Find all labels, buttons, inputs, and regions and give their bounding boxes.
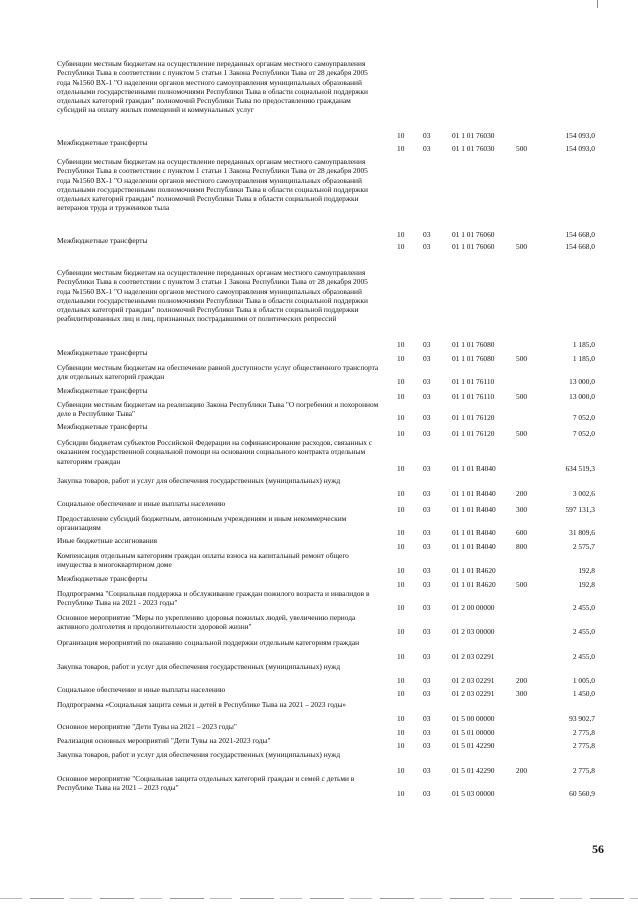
row-expense-type: 800 (516, 542, 528, 551)
row-expense-type: 500 (516, 429, 528, 438)
row-section: 10 (397, 505, 405, 514)
row-subsection: 03 (423, 340, 431, 349)
row-subsection: 03 (423, 603, 431, 612)
row-amount: 2 455,0 (572, 603, 595, 612)
row-target-code: 01 1 01 76120 (452, 429, 495, 438)
row-amount: 1 185,0 (572, 354, 595, 363)
row-subsection: 03 (423, 413, 431, 422)
row-name: Социальное обеспечение и иные выплаты населению (57, 499, 226, 508)
row-section: 10 (397, 542, 405, 551)
row-amount: 1 185,0 (572, 340, 595, 349)
row-name: Основное мероприятие "Дети Тувы на 2021 – 2023 годы" (57, 722, 237, 731)
row-name: Закупка товаров, работ и услуг для обеспечения государственных (муниципальных) нужд (57, 476, 341, 485)
row-subsection: 03 (423, 131, 431, 140)
row-amount: 597 131,3 (565, 505, 595, 514)
row-expense-type: 500 (516, 580, 528, 589)
row-amount: 154 668,0 (565, 242, 595, 251)
row-amount: 31 809,6 (569, 528, 595, 537)
row-name: Основное мероприятие "Меры по укреплению здоровья пожилых людей, увеличению периода активного долголетия и продолжительности здоровой жизни" (57, 613, 356, 632)
row-expense-type: 500 (516, 144, 528, 153)
row-target-code: 01 1 01 76060 (452, 230, 495, 239)
row-expense-type: 200 (516, 766, 528, 775)
row-target-code: 01 2 03 02291 (452, 676, 495, 685)
row-amount: 7 052,0 (572, 429, 595, 438)
row-subsection: 03 (423, 714, 431, 723)
row-name: Субвенции местным бюджетам на осуществление переданных органам местного самоуправления Республики Тыва в соответствии с пунктом 5 статьи 1 Закона Республики Тыва от 28 декабря 2005 года №1560 ВХ-1 "О наделении органов местного самоуправления муниципальных образований отдельными государственными полномочиями Республики Тыва в области социальной поддержки отдельных категорий граждан" полномочий Республики Тыва по предоставлению гражданам субсидий на оплату жилых помещений и коммунальных услуг (57, 59, 368, 115)
row-subsection: 03 (423, 464, 431, 473)
row-target-code: 01 1 01 76030 (452, 131, 495, 140)
row-name: Субвенции местным бюджетам на осуществление переданных органам местного самоуправления Республики Тыва в соответствии с пунктом 3 статьи 1 Закона Республики Тыва от 28 декабря 2005 года №1560 ВХ-1 "О наделении органов местного самоуправления муниципальных образований отдельными государственными полномочиями Республики Тыва в области социальной поддержки отдельных категорий граждан" полномочий Республики Тыва в области социальной поддержки реабилитированных лиц и лиц, признанных пострадавшими от политических репрессий (57, 268, 368, 324)
row-target-code: 01 5 01 42290 (452, 766, 495, 775)
row-expense-type: 600 (516, 528, 528, 537)
row-section: 10 (397, 728, 405, 737)
row-target-code: 01 5 00 00000 (452, 714, 495, 723)
row-target-code: 01 1 01 76060 (452, 242, 495, 251)
row-target-code: 01 1 01 R4040 (452, 528, 496, 537)
row-name: Социальное обеспечение и иные выплаты населению (57, 685, 226, 694)
row-name: Закупка товаров, работ и услуг для обеспечения государственных (муниципальных) нужд (57, 662, 341, 671)
row-amount: 2 775,8 (572, 741, 595, 750)
row-section: 10 (397, 714, 405, 723)
row-section: 10 (397, 603, 405, 612)
row-target-code: 01 5 03 00000 (452, 789, 495, 798)
row-section: 10 (397, 377, 405, 386)
row-target-code: 01 2 00 00000 (452, 603, 495, 612)
row-subsection: 03 (423, 528, 431, 537)
row-subsection: 03 (423, 766, 431, 775)
row-name: Субвенции местным бюджетам на осуществление переданных органам местного самоуправления Республики Тыва в соответствии с пунктом 1 статьи 1 Закона Республики Тыва от 28 декабря 2005 года №1560 ВХ-1 "О наделении органов местного самоуправления муниципальных образований отдельными государственными полномочиями Республики Тыва в области социальной поддержки отдельных категорий граждан" полномочий Республики Тыва в области социальной поддержки ветеранов труда и тружеников тыла (57, 157, 368, 213)
row-amount: 7 052,0 (572, 413, 595, 422)
row-target-code: 01 1 01 76110 (452, 392, 495, 401)
row-section: 10 (397, 464, 405, 473)
row-amount: 13 000,0 (569, 392, 595, 401)
row-target-code: 01 1 01 R4040 (452, 542, 496, 551)
row-section: 10 (397, 392, 405, 401)
row-target-code: 01 1 01 76120 (452, 413, 495, 422)
row-name: Межбюджетные трансферты (57, 386, 148, 395)
scan-artifact-bottom (0, 898, 638, 899)
row-subsection: 03 (423, 566, 431, 575)
row-subsection: 03 (423, 489, 431, 498)
row-amount: 154 093,0 (565, 144, 595, 153)
row-amount: 3 002,6 (572, 489, 595, 498)
row-target-code: 01 1 01 76030 (452, 144, 495, 153)
row-target-code: 01 1 01 R4040 (452, 464, 496, 473)
row-expense-type: 500 (516, 354, 528, 363)
row-section: 10 (397, 741, 405, 750)
row-subsection: 03 (423, 676, 431, 685)
row-subsection: 03 (423, 429, 431, 438)
row-expense-type: 300 (516, 689, 528, 698)
row-name: Предоставление субсидий бюджетным, автономным учреждениям и иным некоммерческим организациям (57, 514, 347, 533)
row-section: 10 (397, 580, 405, 589)
row-name: Компенсация отдельным категориям граждан оплаты взноса на капитальный ремонт общего имущества в многоквартирном доме (57, 551, 349, 570)
row-subsection: 03 (423, 580, 431, 589)
row-section: 10 (397, 789, 405, 798)
row-target-code: 01 1 01 R4620 (452, 566, 496, 575)
row-amount: 154 668,0 (565, 230, 595, 239)
row-section: 10 (397, 354, 405, 363)
row-amount: 192,8 (578, 566, 595, 575)
row-amount: 2 775,8 (572, 728, 595, 737)
row-name: Реализация основных мероприятий "Дети Тувы на 2021-2023 годы" (57, 736, 271, 745)
row-name: Закупка товаров, работ и услуг для обеспечения государственных (муниципальных) нужд (57, 750, 341, 759)
row-name: Субвенции местным бюджетам на обеспечение равной доступности услуг общественного транспорта для отдельных категорий граждан (57, 363, 379, 382)
row-expense-type: 200 (516, 676, 528, 685)
row-amount: 60 560,9 (569, 789, 595, 798)
row-target-code: 01 1 01 76080 (452, 354, 495, 363)
row-section: 10 (397, 652, 405, 661)
row-section: 10 (397, 429, 405, 438)
row-target-code: 01 1 01 76080 (452, 340, 495, 349)
row-subsection: 03 (423, 728, 431, 737)
row-section: 10 (397, 144, 405, 153)
row-amount: 1 005,0 (572, 676, 595, 685)
row-section: 10 (397, 689, 405, 698)
row-section: 10 (397, 242, 405, 251)
row-amount: 2 455,0 (572, 627, 595, 636)
row-subsection: 03 (423, 741, 431, 750)
row-section: 10 (397, 676, 405, 685)
row-amount: 154 093,0 (565, 131, 595, 140)
row-section: 10 (397, 230, 405, 239)
row-subsection: 03 (423, 542, 431, 551)
row-amount: 93 902,7 (569, 714, 595, 723)
row-name: Подпрограмма "Социальная поддержка и обслуживание граждан пожилого возраста и инвалидов в Республике Тыва на 2021 - 2023 годы" (57, 589, 370, 608)
row-name: Субвенции местным бюджетам на реализацию Закона Республики Тыва "О погребении и похоронном деле в Республике Тыва" (57, 400, 379, 419)
row-subsection: 03 (423, 230, 431, 239)
row-subsection: 03 (423, 627, 431, 636)
row-name: Подпрограмма «Социальная защита семьи и детей в Республике Тыва на 2021 – 2023 годы» (57, 700, 347, 709)
row-section: 10 (397, 340, 405, 349)
row-subsection: 03 (423, 377, 431, 386)
row-section: 10 (397, 566, 405, 575)
row-target-code: 01 5 01 00000 (452, 728, 495, 737)
row-amount: 2 455,0 (572, 652, 595, 661)
row-section: 10 (397, 627, 405, 636)
row-expense-type: 500 (516, 392, 528, 401)
row-amount: 2 775,8 (572, 766, 595, 775)
page-number: 56 (592, 842, 604, 856)
row-name: Иные бюджетные ассигнования (57, 536, 158, 545)
row-target-code: 01 1 01 R4040 (452, 505, 496, 514)
row-target-code: 01 1 01 R4040 (452, 489, 496, 498)
row-amount: 13 000,0 (569, 377, 595, 386)
scan-artifact (597, 0, 598, 8)
row-subsection: 03 (423, 144, 431, 153)
row-target-code: 01 5 01 42290 (452, 741, 495, 750)
row-section: 10 (397, 528, 405, 537)
row-target-code: 01 2 03 02291 (452, 689, 495, 698)
row-name: Межбюджетные трансферты (57, 138, 148, 147)
row-target-code: 01 2 03 00000 (452, 627, 495, 636)
row-name: Межбюджетные трансферты (57, 422, 148, 431)
row-name: Основное мероприятие "Социальная защита отдельных категорий граждан и семей с детьми в Республике Тыва на 2021 – 2023 годы" (57, 774, 355, 793)
row-amount: 634 519,3 (565, 464, 595, 473)
row-section: 10 (397, 131, 405, 140)
row-target-code: 01 2 03 02291 (452, 652, 495, 661)
row-subsection: 03 (423, 242, 431, 251)
row-amount: 2 575,7 (572, 542, 595, 551)
row-section: 10 (397, 489, 405, 498)
row-name: Субсидии бюджетам субъектов Российской Федерации на софинансирование расходов, связанных с оказанием государственной социальной помощи на основании социального контракта отдельным категориям граждан (57, 438, 373, 466)
row-name: Межбюджетные трансферты (57, 574, 148, 583)
row-name: Межбюджетные трансферты (57, 348, 148, 357)
row-expense-type: 300 (516, 505, 528, 514)
row-name: Организация мероприятий по оказанию социальной поддержки отдельным категориям граждан (57, 638, 360, 647)
row-target-code: 01 1 01 76110 (452, 377, 495, 386)
row-subsection: 03 (423, 652, 431, 661)
row-amount: 1 450,0 (572, 689, 595, 698)
row-amount: 192,8 (578, 580, 595, 589)
row-expense-type: 500 (516, 242, 528, 251)
row-subsection: 03 (423, 392, 431, 401)
row-name: Межбюджетные трансферты (57, 236, 148, 245)
row-subsection: 03 (423, 789, 431, 798)
row-subsection: 03 (423, 689, 431, 698)
row-section: 10 (397, 766, 405, 775)
row-subsection: 03 (423, 354, 431, 363)
row-section: 10 (397, 413, 405, 422)
row-expense-type: 200 (516, 489, 528, 498)
row-subsection: 03 (423, 505, 431, 514)
row-target-code: 01 1 01 R4620 (452, 580, 496, 589)
